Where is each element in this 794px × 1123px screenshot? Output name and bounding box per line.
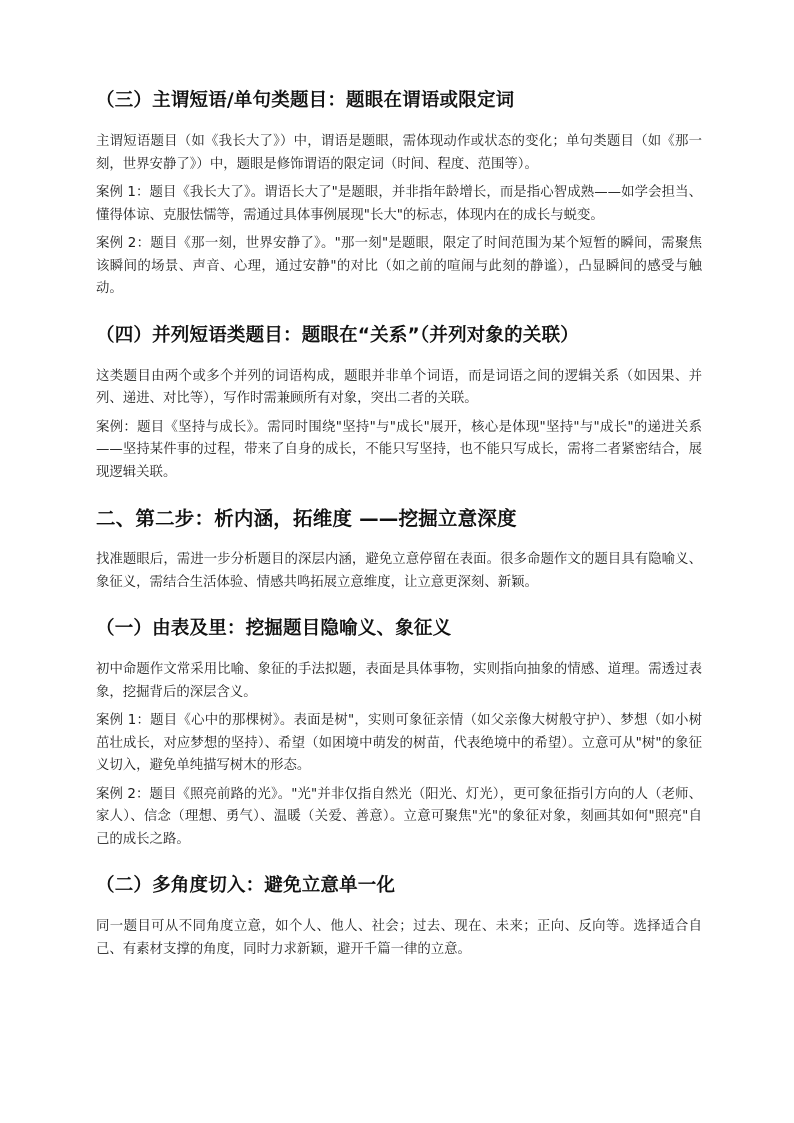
paragraph: 主谓短语题目（如《我长大了》）中，谓语是题眼，需体现动作或状态的变化；单句类题目（如《那一刻，世界安静了》）中，题眼是修饰谓语的限定词（时间、程度、范围等）。	[96, 134, 702, 172]
case-paragraph: 案例 2：题目《照亮前路的光》。"光"并非仅指自然光（阳光、灯光），更可象征指引方向的人（老师、家人）、信念（理想、勇气）、温暖（关爱、善意）。立意可聚焦"光"的象征对象，刻画其如何"照亮"自己的成长之路。	[96, 786, 702, 847]
chapter-heading-step2: 二、第二步：析内涵，拓维度 ——挖掘立意深度	[96, 507, 517, 530]
case-paragraph: 案例 2：题目《那一刻，世界安静了》。"那一刻"是题眼，限定了时间范围为某个短暂的瞬间，需聚焦该瞬间的场景、声音、心理，通过安静"的对比（如之前的喧闹与此刻的静谧），凸显瞬间的感受与触动。	[96, 236, 702, 296]
section-heading-4: （四）并列短语类题目：题眼在“关系”（并列对象的关联）	[96, 324, 579, 346]
paragraph: 初中命题作文常采用比喻、象征的手法拟题，表面是具体事物，实则指向抽象的情感、道理。需透过表象，挖掘背后的深层含义。	[96, 662, 702, 700]
case-paragraph: 案例 1：题目《我长大了》。谓语长大了"是题眼，并非指年龄增长，而是指心智成熟——如学会担当、懂得体谅、克服怯懦等，需通过具体事例展现"长大"的标志，体现内在的成长与蜕变。	[96, 185, 702, 223]
paragraph: 这类题目由两个或多个并列的词语构成，题眼并非单个词语，而是词语之间的逻辑关系（如因果、并列、递进、对比等），写作时需兼顾所有对象，突出二者的关联。	[96, 368, 702, 406]
section-heading-2-1: （一）由表及里：挖掘题目隐喻义、象征义	[96, 618, 452, 639]
case-paragraph: 案例 1：题目《心中的那棵树》。表面是树"，实则可象征亲情（如父亲像大树般守护）、梦想（如小树茁壮成长，对应梦想的坚持）、希望（如困境中萌发的树苗，代表绝境中的希望）。立意可从"树"的象征义切入，避免单纯描写树木的形态。	[96, 713, 702, 773]
paragraph: 同一题目可从不同角度立意，如个人、他人、社会；过去、现在、未来；正向、反向等。选择适合自己、有素材支撑的角度，同时力求新颖，避开千篇一律的立意。	[96, 919, 702, 957]
paragraph: 找准题眼后，需进一步分析题目的深层内涵，避免立意停留在表面。很多命题作文的题目具有隐喻义、象征义，需结合生活体验、情感共鸣拓展立意维度，让立意更深刻、新颖。	[96, 552, 702, 590]
case-paragraph: 案例：题目《坚持与成长》。需同时围绕"坚持"与"成长"展开，核心是体现"坚持"与"成长"的递进关系——坚持某件事的过程，带来了自身的成长，不能只写坚持，也不能只写成长，需将二者紧密结合，展现逻辑关联。	[96, 419, 702, 480]
section-heading-2-2: （二）多角度切入：避免立意单一化	[96, 875, 396, 896]
section-heading-3: （三）主谓短语/单句类题目：题眼在谓语或限定词	[96, 90, 515, 111]
